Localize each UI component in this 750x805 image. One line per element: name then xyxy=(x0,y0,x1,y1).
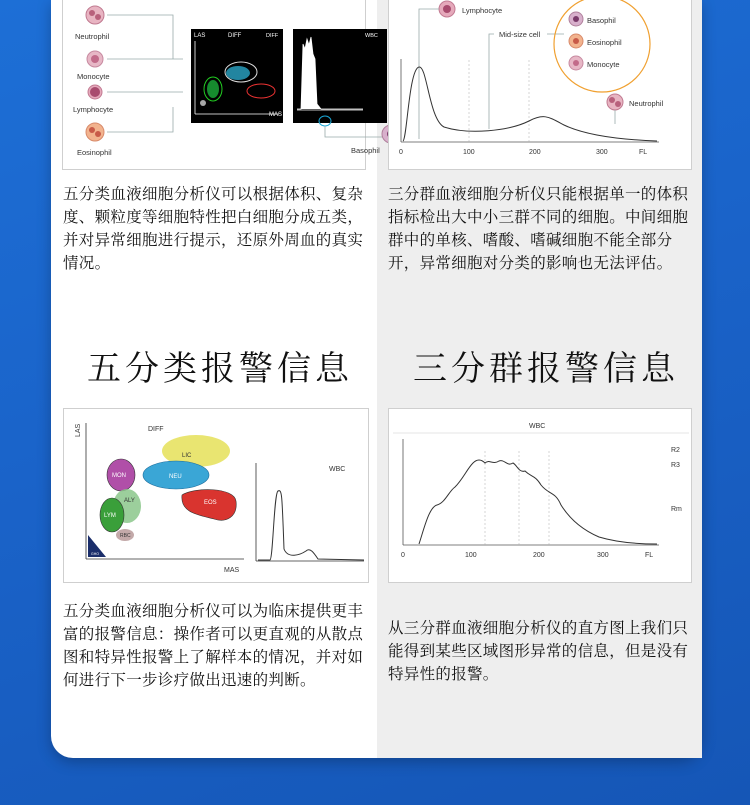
x-tick-100: 100 xyxy=(463,149,475,156)
five-part-scatter-panel xyxy=(62,0,380,170)
five-part-description: 五分类血液细胞分析仪可以根据体积、复杂度、颗粒度等细胞特性把白细胞分成五类，并对异常细胞进行提示，还原外周血的真实情况。 xyxy=(63,185,364,272)
aly-label: ALY xyxy=(124,498,135,504)
three-part-alarm-description: 从三分群血液细胞分析仪的直方图上我们只能得到某些区域图形异常的信息，但是没有特异性的报警。 xyxy=(388,619,689,683)
eosinophil-label: Eosinophil xyxy=(77,148,112,157)
five-part-alarm-heading: 五分类报警信息 xyxy=(87,349,353,389)
three-part-histogram-figure xyxy=(389,0,693,171)
neutrophil-cell-icon xyxy=(86,6,104,24)
scatter-las-label: LAS xyxy=(194,33,206,39)
five-part-alarm-scatter-figure xyxy=(64,409,370,584)
basophil-label: Basophil xyxy=(587,16,616,25)
r2-flag-label: R2 xyxy=(671,447,680,454)
x-tick-0: 0 xyxy=(401,552,405,559)
x-unit-label: FL xyxy=(645,552,654,559)
three-part-description: 三分群血液细胞分析仪只能根据单一的体积指标检出大中小三群不同的细胞。中间细胞群中的单核、嗜酸、嗜碱细胞不能全部分开，异常细胞对分类的影响也无法评估。 xyxy=(388,185,689,272)
five-part-alarm-scatter-panel xyxy=(63,408,369,583)
x-tick-0: 0 xyxy=(399,149,403,156)
neu-label: NEU xyxy=(169,474,182,480)
neutrophil-label: Neutrophil xyxy=(629,99,664,108)
scatter-mas-label: MAS xyxy=(269,112,283,118)
lymphocyte-label: Lymphocyte xyxy=(462,6,503,15)
monocyte-label: Monocyte xyxy=(77,72,110,81)
x-tick-300: 300 xyxy=(597,552,609,559)
three-part-histogram-panel xyxy=(388,0,692,170)
five-part-scatter-figure xyxy=(63,0,380,171)
monocyte-label: Monocyte xyxy=(587,60,620,69)
mas-axis-label: MAS xyxy=(224,567,240,574)
neutrophil-label: Neutrophil xyxy=(75,32,110,41)
lymphocyte-cell-icon xyxy=(439,1,455,17)
ghost-label: GHO xyxy=(91,552,99,556)
scatter-diff-label: DIFF xyxy=(228,33,242,39)
mid-size-cell-label: Mid-size cell xyxy=(499,30,541,39)
x-tick-100: 100 xyxy=(465,552,477,559)
x-tick-200: 200 xyxy=(533,552,545,559)
five-part-alarm-description: 五分类血液细胞分析仪可以为临床提供更丰富的报警信息：操作者可以更直观的从散点图和特异性报警上了解样本的情况，并对如何进行下一步诊疗做出迅速的判断。 xyxy=(63,602,364,689)
wbc-label: WBC xyxy=(329,466,346,473)
eos-label: EOS xyxy=(204,500,217,506)
las-axis-label: LAS xyxy=(75,423,82,437)
diff-label: DIFF xyxy=(148,426,164,433)
rbc-label: RBC xyxy=(120,533,131,539)
scatter-diff-corner-label: DIFF xyxy=(266,33,279,39)
rm-flag-label: Rm xyxy=(671,506,682,513)
r3-flag-label: R3 xyxy=(671,462,680,469)
x-tick-200: 200 xyxy=(529,149,541,156)
lymphocyte-label: Lymphocyte xyxy=(73,105,114,114)
lym-label: LYM xyxy=(104,513,116,519)
lymphocyte-cell-icon xyxy=(88,85,102,99)
content-card xyxy=(51,0,702,758)
mon-label: MON xyxy=(112,473,126,479)
x-unit-label: FL xyxy=(639,149,648,156)
eosinophil-cell-icon xyxy=(86,123,104,141)
x-tick-300: 300 xyxy=(596,149,608,156)
eosinophil-label: Eosinophil xyxy=(587,38,622,47)
monocyte-cell-icon xyxy=(87,51,103,67)
basophil-label: Basophil xyxy=(351,146,380,155)
three-part-alarm-histogram-figure xyxy=(389,409,693,584)
lic-label: LIC xyxy=(182,453,192,459)
wbc-label: WBC xyxy=(365,33,378,39)
wbc-label: WBC xyxy=(529,423,546,430)
three-part-alarm-heading: 三分群报警信息 xyxy=(413,349,679,389)
three-part-alarm-histogram-panel xyxy=(388,408,692,583)
